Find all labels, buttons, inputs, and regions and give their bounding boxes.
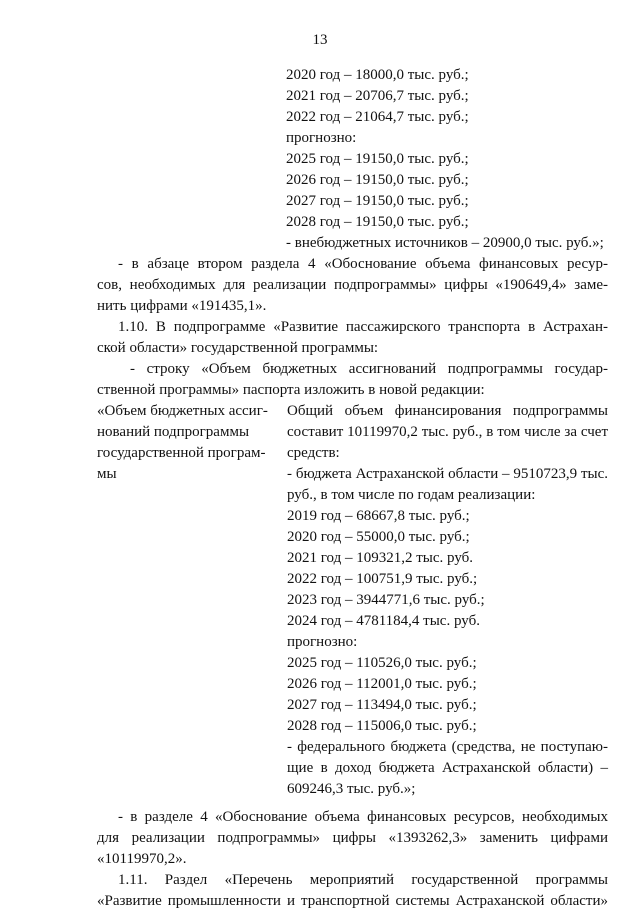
table-value-line: прогнозно: — [287, 634, 358, 650]
paragraph-line: «10119970,2». — [97, 851, 187, 867]
table-label-line: мы — [97, 466, 117, 482]
table-value-line: 2026 год – 112001,0 тыс. руб.; — [287, 676, 477, 692]
table-value-line: - федерального бюджета (средства, не поступаю- — [287, 739, 608, 755]
table-value-line: 2028 год – 115006,0 тыс. руб.; — [287, 718, 477, 734]
table-value-line: 2022 год – 100751,9 тыс. руб.; — [287, 571, 478, 587]
table-value-line: составит 10119970,2 тыс. руб., в том числе за счет — [287, 424, 608, 440]
table-value-line: 2021 год – 109321,2 тыс. руб. — [287, 550, 474, 566]
list-item: 2027 год – 19150,0 тыс. руб.; — [286, 193, 469, 209]
paragraph-line: сов, необходимых для реализации подпрограммы» цифры «190649,4» заме- — [97, 277, 608, 293]
table-value-line: руб., в том числе по годам реализации: — [287, 487, 536, 503]
paragraph-line: - в разделе 4 «Обоснование объема финансовых ресурсов, необходимых — [118, 809, 608, 825]
table-value-line: 2023 год – 3944771,6 тыс. руб.; — [287, 592, 485, 608]
table-value-line: 2019 год – 68667,8 тыс. руб.; — [287, 508, 470, 524]
paragraph-line: для реализации подпрограммы» цифры «1393262,3» заменить цифрами — [97, 830, 608, 846]
paragraph-line: 1.11. Раздел «Перечень мероприятий государственной программы — [118, 872, 608, 888]
list-item: 2020 год – 18000,0 тыс. руб.; — [286, 67, 469, 83]
paragraph-line: нить цифрами «191435,1». — [97, 298, 267, 314]
paragraph-line: - в абзаце втором раздела 4 «Обоснование объема финансовых ресур- — [118, 256, 608, 272]
list-item: 2026 год – 19150,0 тыс. руб.; — [286, 172, 469, 188]
list-item: 2021 год – 20706,7 тыс. руб.; — [286, 88, 469, 104]
list-item: 2025 год – 19150,0 тыс. руб.; — [286, 151, 469, 167]
table-value-line: 2025 год – 110526,0 тыс. руб.; — [287, 655, 477, 671]
list-item: - внебюджетных источников – 20900,0 тыс. руб.»; — [286, 235, 604, 251]
paragraph-line: «Развитие промышленности и транспортной системы Астраханской области» — [97, 893, 608, 909]
table-value-line: 2024 год – 4781184,4 тыс. руб. — [287, 613, 480, 629]
paragraph-line: ственной программы» паспорта изложить в новой редакции: — [97, 382, 485, 398]
list-item: 2028 год – 19150,0 тыс. руб.; — [286, 214, 469, 230]
table-label-line: «Объем бюджетных ассиг- — [97, 403, 268, 419]
list-item: 2022 год – 21064,7 тыс. руб.; — [286, 109, 469, 125]
table-value-line: щие в доход бюджета Астраханской области) – — [287, 760, 608, 776]
table-value-line: 2027 год – 113494,0 тыс. руб.; — [287, 697, 477, 713]
list-item: прогнозно: — [286, 130, 357, 146]
table-value-line: - бюджета Астраханской области – 9510723,9 тыс. — [287, 466, 608, 482]
table-value-line: Общий объем финансирования подпрограммы — [287, 403, 608, 419]
paragraph-line: 1.10. В подпрограмме «Развитие пассажирского транспорта в Астрахан- — [118, 319, 608, 335]
paragraph-line: - строку «Объем бюджетных ассигнований подпрограммы государ- — [130, 361, 608, 377]
paragraph-line: ской области» государственной программы: — [97, 340, 379, 356]
table-label-line: государственной програм- — [97, 445, 266, 461]
table-label-line: нований подпрограммы — [97, 424, 250, 440]
page-number: 13 — [312, 32, 328, 48]
table-value-line: 609246,3 тыс. руб.»; — [287, 781, 416, 797]
table-value-line: 2020 год – 55000,0 тыс. руб.; — [287, 529, 470, 545]
table-value-line: средств: — [287, 445, 340, 461]
